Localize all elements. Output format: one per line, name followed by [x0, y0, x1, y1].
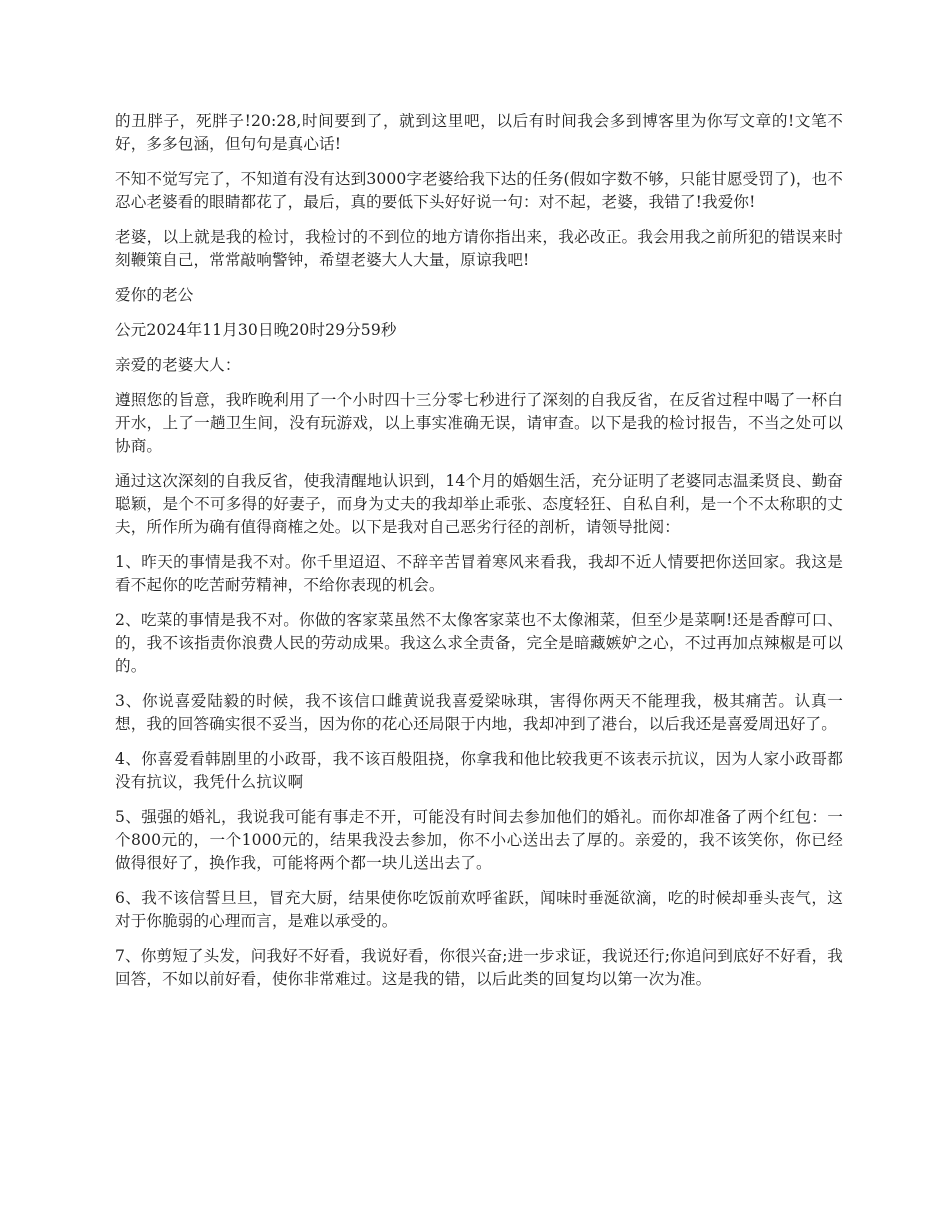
signature: 爱你的老公 — [115, 286, 194, 304]
date-line: 公元2024年11月30日晚20时29分59秒 — [115, 321, 397, 339]
paragraph-intro: 遵照您的旨意，我昨晚利用了一个小时四十三分零七秒进行了深刻的自我反省，在反省过程中喝了一杯白开水，上了一趟卫生间，没有玩游戏，以上事实准确无误，请审查。以下是我的检讨报告，不当之处可以协商。 — [115, 391, 843, 455]
list-item-4: 4、你喜爱看韩剧里的小政哥，我不该百般阻挠，你拿我和他比较我更不该表示抗议，因为人家小政哥都没有抗议，我凭什么抗议啊 — [115, 750, 843, 791]
list-item-5: 5、强强的婚礼，我说我可能有事走不开，可能没有时间去参加他们的婚礼。而你却准备了两个红包：一个800元的，一个1000元的，结果我没去参加，你不小心送出去了厚的。亲爱的，我不该笑你，你已经做得很好了，换作我，可能将两个都一块儿送出去了。 — [115, 808, 843, 872]
paragraph-apology: 不知不觉写完了，不知道有没有达到3000字老婆给我下达的任务(假如字数不够，只能甘愿受罚了)，也不忍心老婆看的眼睛都花了，最后，真的要低下头好好说一句：对不起，老婆，我错了!我爱你! — [115, 170, 843, 211]
list-item-1: 1、昨天的事情是我不对。你千里迢迢、不辞辛苦冒着寒风来看我，我却不近人情要把你送回家。我这是看不起你的吃苦耐劳精神，不给你表现的机会。 — [115, 553, 843, 594]
list-item-2: 2、吃菜的事情是我不对。你做的客家菜虽然不太像客家菜也不太像湘菜，但至少是菜啊!还是香醇可口、的，我不该指责你浪费人民的劳动成果。我这么求全责备，完全是暗藏嫉妒之心，不过再加点辣椒是可以的。 — [115, 611, 843, 675]
paragraph-reflection: 通过这次深刻的自我反省，使我清醒地认识到，14个月的婚姻生活，充分证明了老婆同志温柔贤良、勤奋聪颖，是个不可多得的好妻子，而身为丈夫的我却举止乖张、态度轻狂、自私自利，是一个不太称职的丈夫，所作所为确有值得商榷之处。以下是我对自己恶劣行径的剖析，请领导批阅： — [115, 472, 843, 536]
list-item-7: 7、你剪短了头发，问我好不好看，我说好看，你很兴奋;进一步求证，我说还行;你追问到底好不好看，我回答，不如以前好看，使你非常难过。这是我的错，以后此类的回复均以第一次为准。 — [115, 947, 843, 988]
list-item-3: 3、你说喜爱陆毅的时候，我不该信口雌黄说我喜爱梁咏琪，害得你两天不能理我，极其痛苦。认真一想，我的回答确实很不妥当，因为你的花心还局限于内地，我却冲到了港台，以后我还是喜爱周迅好了。 — [115, 692, 843, 733]
salutation: 亲爱的老婆大人： — [115, 356, 241, 374]
paragraph-summary: 老婆，以上就是我的检讨，我检讨的不到位的地方请你指出来，我必改正。我会用我之前所犯的错误来时刻鞭策自己，常常敲响警钟，希望老婆大人大量，原谅我吧! — [115, 228, 843, 269]
document-body — [115, 110, 843, 1003]
list-item-6: 6、我不该信誓旦旦，冒充大厨，结果使你吃饭前欢呼雀跃，闻味时垂涎欲滴，吃的时候却垂头丧气，这对于你脆弱的心理而言，是难以承受的。 — [115, 889, 843, 930]
paragraph-closing-note: 的丑胖子，死胖子!20:28,时间要到了，就到这里吧，以后有时间我会多到博客里为你写文章的!文笔不好，多多包涵，但句句是真心话! — [115, 112, 843, 153]
